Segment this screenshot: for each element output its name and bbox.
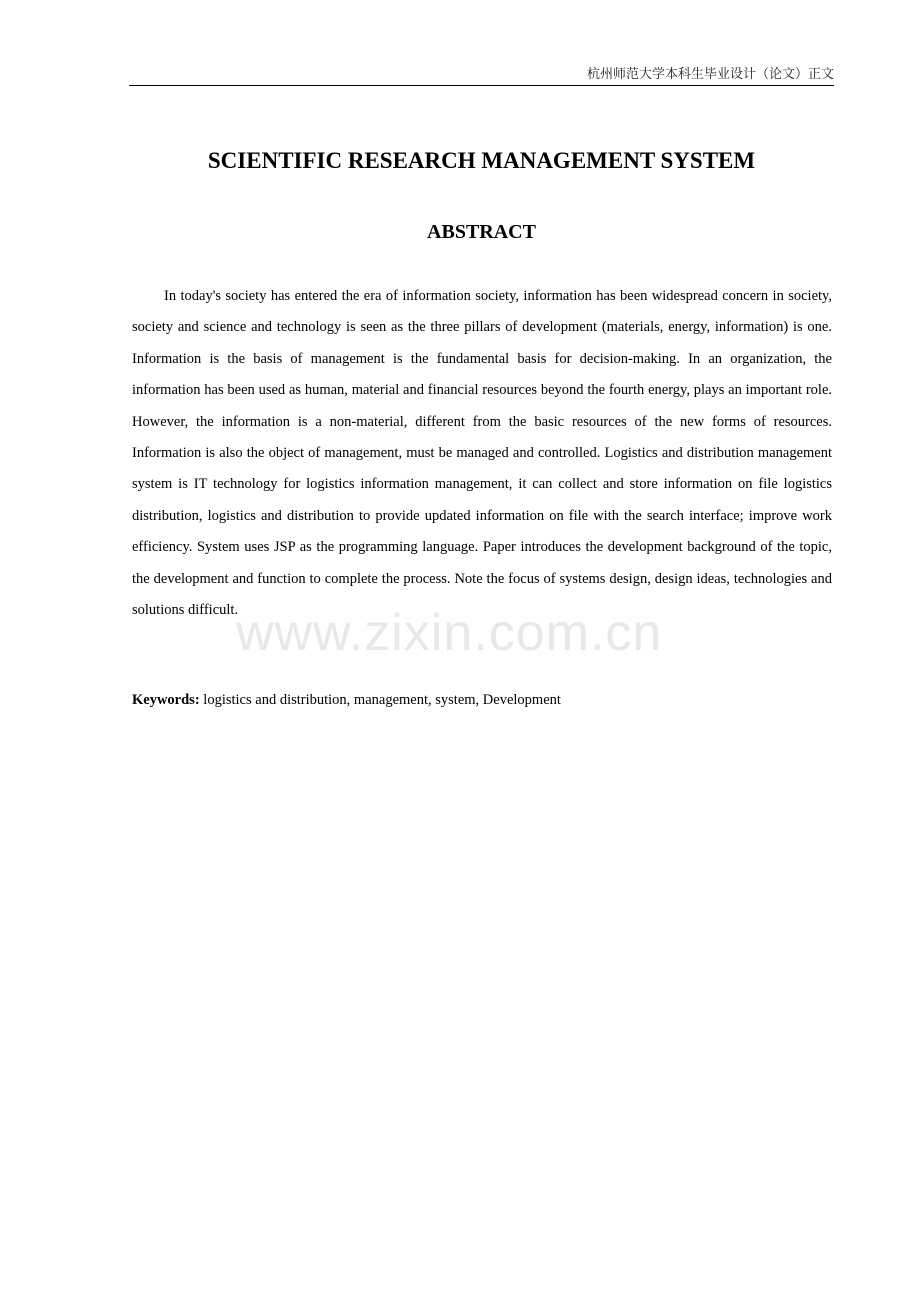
watermark: www.zixin.com.cn bbox=[236, 604, 663, 662]
keywords-value: logistics and distribution, management, system, Development bbox=[203, 692, 561, 708]
page-header bbox=[129, 64, 834, 86]
abstract-body: In today's society has entered the era of information society, information has been widespread concern in society, society and science and technology is seen as the three pillars of development (materials, energy, information) is one. Information is the basis of management is the fundamental basis for decision-making. In an organization, the information has been used as human, material and financial resources beyond the fourth energy, plays an important role. However, the information is a non-material, different from the basic resources of the new forms of resources. Information is also the object of management, must be managed and controlled. Logistics and distribution management system is IT technology for logistics information management, it can collect and store information on file logistics distribution, logistics and distribution to provide updated information on file with the search interface; improve work efficiency. System uses JSP as the programming language. Paper introduces the development background of the topic, the development and function to complete the process. Note the focus of systems design, design ideas, technologies and solutions difficult. bbox=[132, 288, 832, 619]
keywords-label: Keywords: bbox=[132, 692, 200, 708]
keywords-line bbox=[132, 686, 832, 714]
header-text: 杭州师范大学本科生毕业设计（论文）正文 bbox=[586, 66, 834, 81]
abstract-heading: ABSTRACT bbox=[427, 221, 536, 243]
paper-title: SCIENTIFIC RESEARCH MANAGEMENT SYSTEM bbox=[207, 148, 756, 173]
